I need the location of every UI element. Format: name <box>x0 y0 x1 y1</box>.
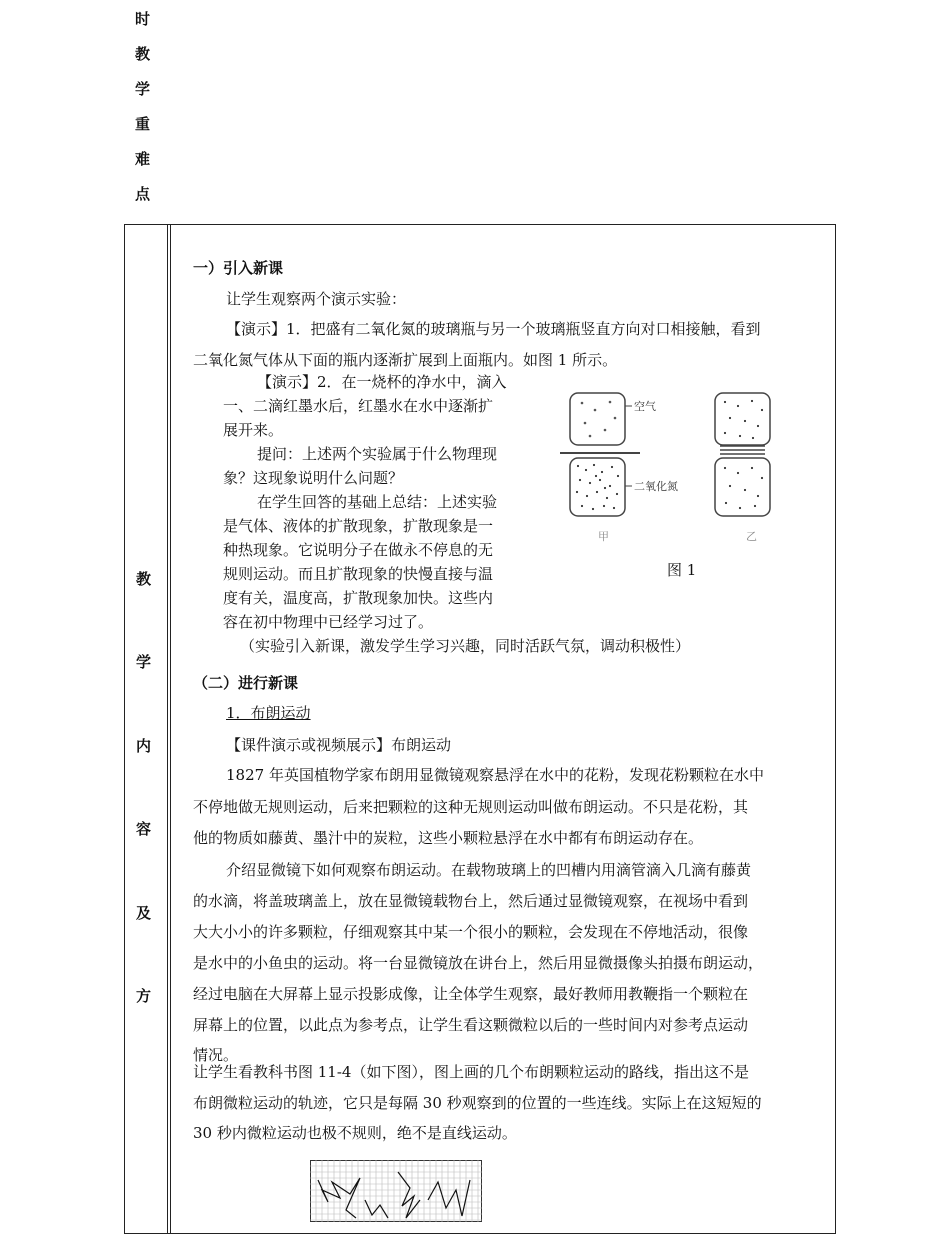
summary-line4: 规则运动。而且扩散现象的快慢直接与温 <box>223 565 494 583</box>
summary-line5: 度有关，温度高，扩散现象加快。这些内 <box>223 589 494 607</box>
question-line2: 象？这现象说明什么问题？ <box>223 469 404 487</box>
figure-1-diffusion <box>560 388 780 548</box>
figure-label-no2: 二氧化氮 <box>634 480 678 493</box>
para1-line2: 不停地做无规则运动，后来把颗粒的这种无规则运动叫做布朗运动。不只是花粉，其 <box>193 798 749 816</box>
para3-line1: 让学生看教科书图 11-4（如下图），图上画的几个布朗颗粒运动的路线，指出这不是 <box>193 1063 749 1081</box>
para2-line4: 是水中的小鱼虫的运动。将一台显微镜放在讲台上，然后用显微摄像头拍摄布朗运动， <box>193 954 764 972</box>
figure-label-a: 甲 <box>598 530 609 543</box>
demo2-line3: 展开来。 <box>223 421 284 439</box>
header-char-5: 难 <box>135 150 151 168</box>
header-char-1: 时 <box>135 10 151 28</box>
figure-label-air: 空气 <box>634 400 656 413</box>
header-char-4: 重 <box>135 115 151 133</box>
summary-line6: 容在初中物理中已经学习过了。 <box>223 613 434 631</box>
brownian-motion-figure <box>310 1160 482 1222</box>
para2-line1: 介绍显微镜下如何观察布朗运动。在载物玻璃上的凹槽内用滴管滴入几滴有藤黄 <box>226 861 752 879</box>
section1-title: 一）引入新课 <box>193 259 284 277</box>
courseware-text: 【课件演示或视频展示】布朗运动 <box>226 736 452 754</box>
note-text: （实验引入新课，激发学生学习兴趣，同时活跃气氛，调动积极性） <box>240 637 691 655</box>
summary-line1: 在学生回答的基础上总结：上述实验 <box>257 493 498 511</box>
side-char-5: 及 <box>136 904 152 922</box>
header-char-6: 点 <box>135 185 151 203</box>
demo1-line1: 【演示】1．把盛有二氧化氮的玻璃瓶与另一个玻璃瓶竖直方向对口相接触，看到 <box>226 320 761 338</box>
section2-title: （二）进行新课 <box>193 674 299 692</box>
intro-text: 让学生观察两个演示实验： <box>226 290 407 308</box>
header-char-2: 教 <box>135 45 151 63</box>
demo2-line2: 一、二滴红墨水后，红墨水在水中逐渐扩 <box>223 397 494 415</box>
subsection-brownian-motion: 1．布朗运动 <box>226 704 311 722</box>
figure-label-b: 乙 <box>746 530 757 543</box>
para2-line6: 屏幕上的位置，以此点为参考点，让学生看这颗微粒以后的一些时间内对参考点运动 <box>193 1016 749 1034</box>
para3-line3: 30 秒内微粒运动也极不规则，绝不是直线运动。 <box>193 1124 517 1142</box>
question-line1: 提问：上述两个实验属于什么物理现 <box>257 445 498 463</box>
side-char-2: 学 <box>136 653 152 671</box>
para1-line3: 他的物质如藤黄、墨汁中的炭粒，这些小颗粒悬浮在水中都有布朗运动存在。 <box>193 829 704 847</box>
figure-1-caption: 图 1 <box>667 561 697 579</box>
para3-line2: 布朗微粒运动的轨迹，它只是每隔 30 秒观察到的位置的一些连线。实际上在这短短的 <box>193 1094 762 1112</box>
header-char-3: 学 <box>135 80 151 98</box>
para2-line2: 的水滴，将盖玻璃盖上，放在显微镜载物台上，然后通过显微镜观察，在视场中看到 <box>193 892 749 910</box>
column-divider-inner <box>170 225 171 1233</box>
side-char-3: 内 <box>136 737 152 755</box>
summary-line2: 是气体、液体的扩散现象，扩散现象是一 <box>223 517 494 535</box>
side-char-1: 教 <box>136 570 152 588</box>
demo1-line2: 二氧化氮气体从下面的瓶内逐渐扩展到上面瓶内。如图 1 所示。 <box>193 351 618 369</box>
summary-line3: 种热现象。它说明分子在做永不停息的无 <box>223 541 494 559</box>
side-char-6: 方 <box>136 987 152 1005</box>
para2-line5: 经过电脑在大屏幕上显示投影成像，让全体学生观察，最好教师用教鞭指一个颗粒在 <box>193 985 749 1003</box>
demo2-line1: 【演示】2．在一烧杯的净水中，滴入 <box>257 373 507 391</box>
column-divider <box>167 225 168 1233</box>
para1-line1: 1827 年英国植物学家布朗用显微镜观察悬浮在水中的花粉，发现花粉颗粒在水中 <box>226 766 764 784</box>
para2-line7: 情况。 <box>193 1046 239 1064</box>
para2-line3: 大大小小的许多颗粒，仔细观察其中某一个很小的颗粒，会发现在不停地活动，很像 <box>193 923 749 941</box>
side-char-4: 容 <box>136 820 152 838</box>
